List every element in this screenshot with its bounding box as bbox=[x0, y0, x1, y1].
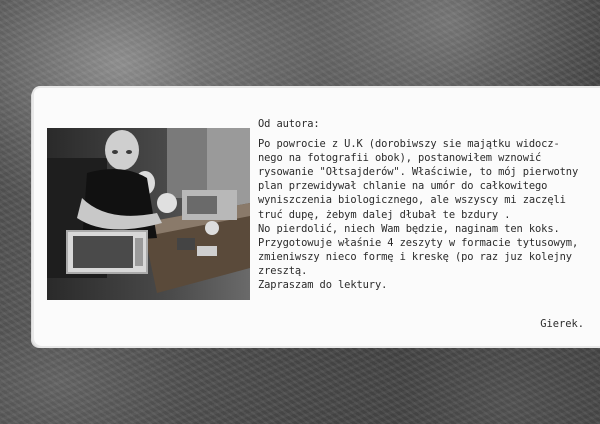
note-paragraph-4: Zapraszam do lektury. bbox=[258, 279, 388, 292]
author-note bbox=[258, 117, 588, 292]
author-photo-illustration bbox=[47, 128, 250, 300]
note-heading: Od autora: bbox=[258, 118, 320, 130]
author-photo bbox=[47, 128, 250, 300]
note-paragraph-2: No pierdolić, niech Wam będzie, naginam ten koks. bbox=[258, 222, 560, 235]
note-paragraph-1: Po powrocie z U.K (dorobiwszy sie majątku widocz- nego na fotografii obok), postanowiłem wznowić rysowanie "Ołtsajderów". Właściwie, to mój pierwotny plan przewidywał chlanie na umór do całkowitego wyniszczenia biologicznego, ale wszyscy mi zaczęli truć dupę, żebym dalej dłubał te bzdury . bbox=[258, 138, 579, 221]
signature: Gierek. bbox=[540, 318, 584, 330]
note-paragraph-3: Przygotowuje właśnie 4 zeszyty w formacie tytusowym, zmieniwszy nieco formę i kreskę (po raz juz kolejny zresztą. bbox=[258, 236, 579, 277]
